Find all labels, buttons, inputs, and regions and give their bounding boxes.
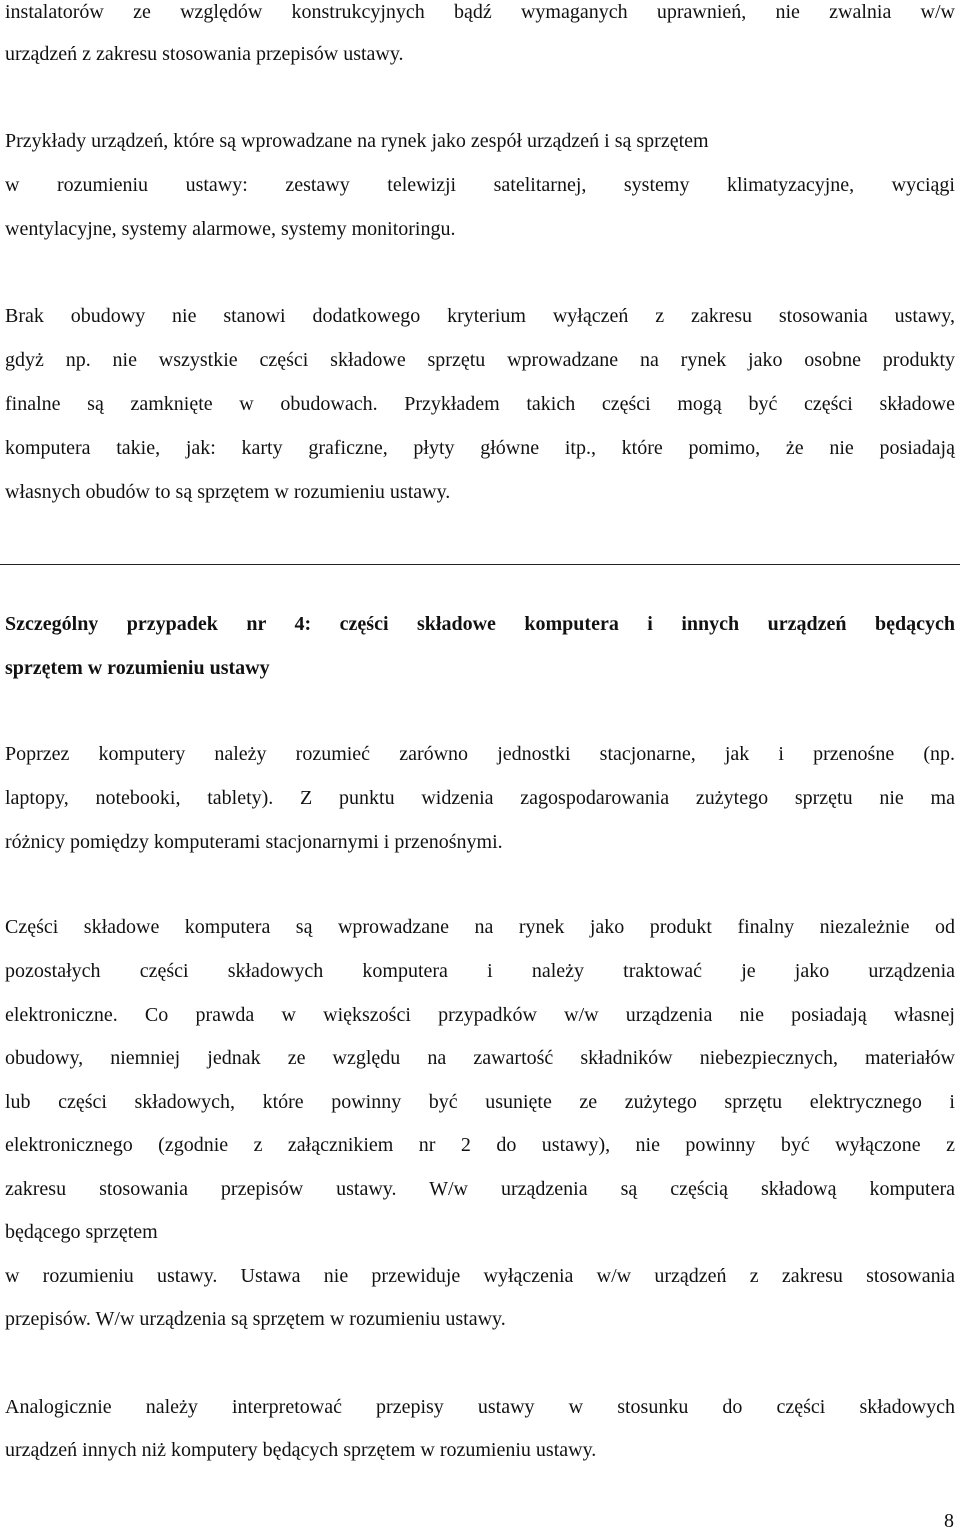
text-line: Części składowe komputera są wprowadzane na rynek jako produkt finalny niezależnie od: [5, 916, 955, 938]
text-line: Przykłady urządzeń, które są wprowadzane na rynek jako zespół urządzeń i są sprzętem: [5, 130, 709, 152]
heading-line: sprzętem w rozumieniu ustawy: [5, 657, 270, 679]
text-line: elektronicznego (zgodnie z załącznikiem nr 2 do ustawy), nie powinny być wyłączone z: [5, 1134, 955, 1156]
text-line: urządzeń z zakresu stosowania przepisów ustawy.: [5, 43, 404, 65]
text-line: zakresu stosowania przepisów ustawy. W/w urządzenia są częścią składową komputera: [5, 1178, 955, 1200]
text-line: finalne są zamknięte w obudowach. Przykładem takich części mogą być części składowe: [5, 393, 955, 415]
text-line: Brak obudowy nie stanowi dodatkowego kryterium wyłączeń z zakresu stosowania ustawy,: [5, 305, 955, 327]
text-line: instalatorów ze względów konstrukcyjnych bądź wymaganych uprawnień, nie zwalnia w/w: [5, 1, 955, 23]
text-line: elektroniczne. Co prawda w większości przypadków w/w urządzenia nie posiadają własnej: [5, 1004, 955, 1026]
text-line: gdyż np. nie wszystkie części składowe sprzętu wprowadzane na rynek jako osobne produkty: [5, 349, 955, 371]
text-line: Poprzez komputery należy rozumieć zarówno jednostki stacjonarne, jak i przenośne (np.: [5, 743, 955, 765]
text-line: obudowy, niemniej jednak ze względu na zawartość składników niebezpiecznych, materiałów: [5, 1047, 955, 1069]
horizontal-divider: [0, 564, 960, 565]
text-line: będącego sprzętem: [5, 1221, 158, 1243]
text-line: różnicy pomiędzy komputerami stacjonarnymi i przenośnymi.: [5, 831, 503, 853]
page-number: 8: [944, 1510, 954, 1532]
text-line: laptopy, notebooki, tablety). Z punktu widzenia zagospodarowania zużytego sprzętu nie ma: [5, 787, 955, 809]
heading-line: Szczególny przypadek nr 4: części składowe komputera i innych urządzeń będących: [5, 613, 955, 635]
text-line: przepisów. W/w urządzenia są sprzętem w rozumieniu ustawy.: [5, 1308, 506, 1330]
text-line: komputera takie, jak: karty graficzne, płyty główne itp., które pomimo, że nie posiadają: [5, 437, 955, 459]
text-line: Analogicznie należy interpretować przepisy ustawy w stosunku do części składowych: [5, 1396, 955, 1418]
text-line: własnych obudów to są sprzętem w rozumieniu ustawy.: [5, 481, 451, 503]
text-line: urządzeń innych niż komputery będących sprzętem w rozumieniu ustawy.: [5, 1439, 597, 1461]
text-line: pozostałych części składowych komputera i należy traktować je jako urządzenia: [5, 960, 955, 982]
text-line: w rozumieniu ustawy: zestawy telewizji satelitarnej, systemy klimatyzacyjne, wyciągi: [5, 174, 955, 196]
text-line: lub części składowych, które powinny być usunięte ze zużytego sprzętu elektrycznego i: [5, 1091, 955, 1113]
text-line: w rozumieniu ustawy. Ustawa nie przewiduje wyłączenia w/w urządzeń z zakresu stosowania: [5, 1265, 955, 1287]
text-line: wentylacyjne, systemy alarmowe, systemy monitoringu.: [5, 218, 456, 240]
